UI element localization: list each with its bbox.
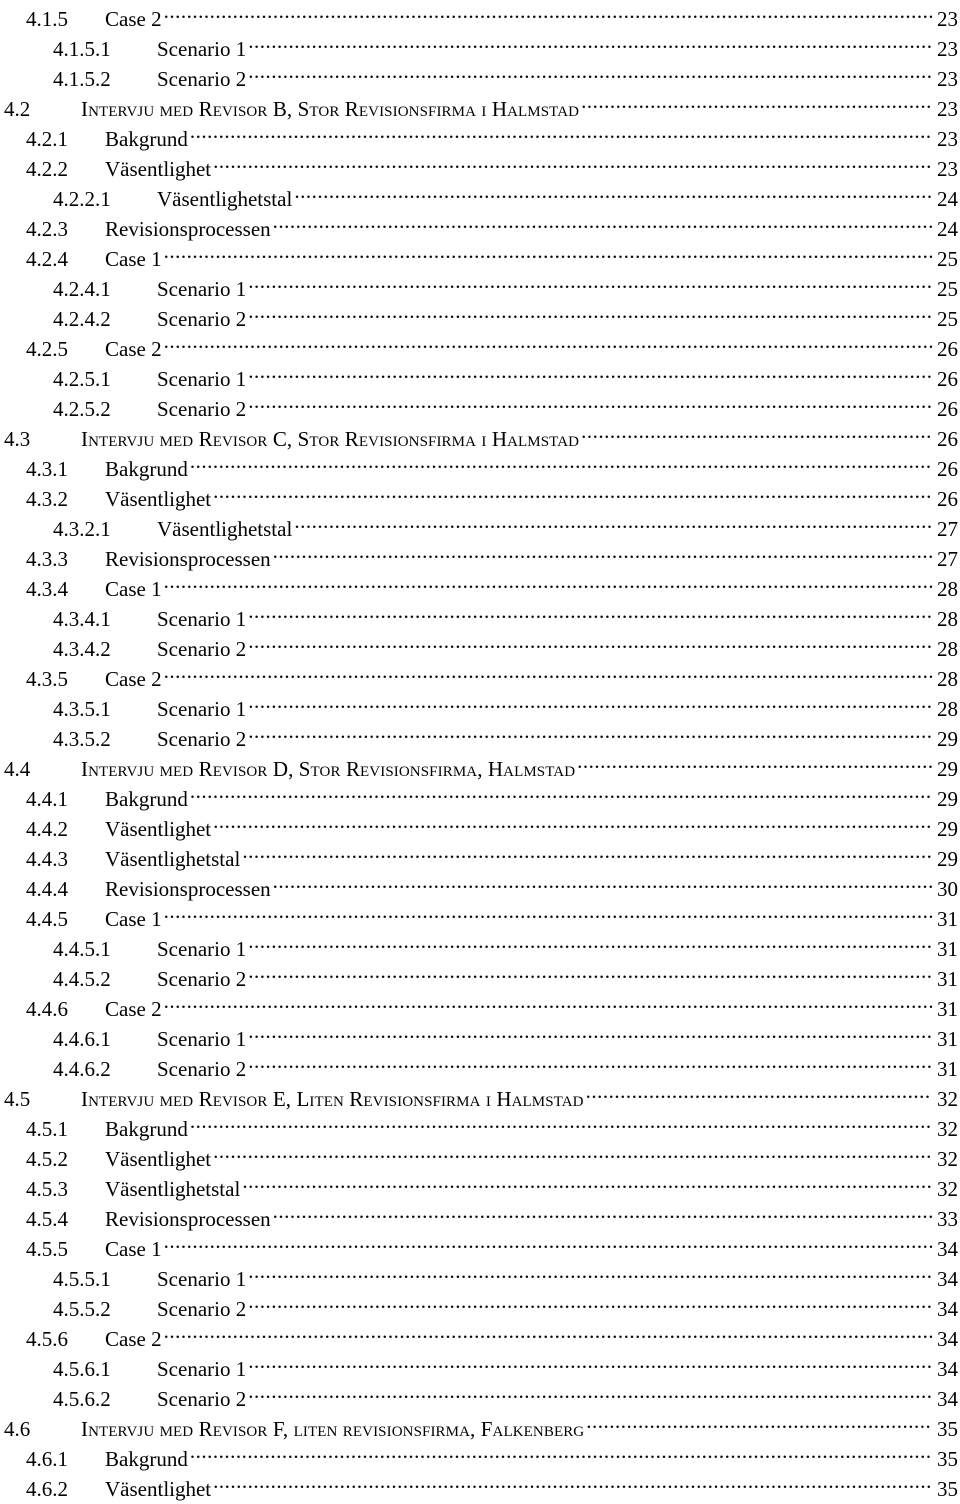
- toc-entry-title: Bakgrund: [105, 787, 188, 811]
- toc-entry-title: Case 2: [105, 1327, 162, 1351]
- toc-entry-number: 4.4.4: [26, 877, 68, 901]
- toc-entry-title: Väsentlighet: [105, 157, 212, 181]
- toc-entry-number: 4.3.2.1: [53, 517, 111, 541]
- toc-entry-title: Revisionsprocessen: [105, 877, 271, 901]
- toc-entry-page-number: 31: [937, 907, 958, 931]
- toc-entry-title: Bakgrund: [105, 457, 188, 481]
- toc-entry-number: 4.4.3: [26, 847, 68, 871]
- toc-entry-title: Intervju med Revisor C, Stor Revisionsfirma i Halmstad: [81, 427, 580, 451]
- toc-entry-title: Case 2: [105, 7, 162, 31]
- toc-entry-title: Case 1: [105, 247, 162, 271]
- toc-entry-number: 4.2.5.1: [53, 367, 111, 391]
- toc-entry-number: 4.3.4.1: [53, 607, 111, 631]
- toc-entry-title: Revisionsprocessen: [105, 547, 271, 571]
- dot-leader: [248, 56, 932, 86]
- toc-entry-number: 4.6.2: [26, 1477, 68, 1501]
- toc-entry-title: Scenario 2: [157, 1387, 247, 1411]
- toc-entry-page-number: 31: [937, 937, 958, 961]
- toc-entry-page-number: 34: [937, 1267, 958, 1291]
- dot-leader: [213, 146, 932, 176]
- toc-entry-number: 4.5.5.1: [53, 1267, 111, 1291]
- toc-entry-number: 4.2.4.1: [53, 277, 111, 301]
- toc-entry-number: 4.3.5: [26, 667, 68, 691]
- dot-leader: [164, 326, 932, 356]
- toc-entry-number: 4.3.4.2: [53, 637, 111, 661]
- dot-leader: [190, 116, 932, 146]
- dot-leader: [164, 0, 932, 26]
- toc-entry-title: Väsentlighetstal: [157, 187, 293, 211]
- dot-leader: [213, 1466, 932, 1496]
- toc-entry-number: 4.5.5.2: [53, 1297, 111, 1321]
- dot-leader: [164, 236, 932, 266]
- toc-entry-page-number: 23: [937, 97, 958, 121]
- toc-entry-page-number: 24: [937, 187, 958, 211]
- toc-entry-title: Bakgrund: [105, 127, 188, 151]
- toc-entry-page-number: 34: [937, 1327, 958, 1351]
- toc-entry-title: Scenario 2: [157, 1297, 247, 1321]
- toc-entry-title: Scenario 1: [157, 367, 247, 391]
- toc-entry-number: 4.1.5.2: [53, 67, 111, 91]
- toc-entry-number: 4.2.1: [26, 127, 68, 151]
- toc-entry-page-number: 32: [937, 1117, 958, 1141]
- dot-leader: [248, 686, 932, 716]
- dot-leader: [213, 806, 932, 836]
- toc-entry-title: Scenario 2: [157, 967, 247, 991]
- toc-entry-title: Scenario 2: [157, 307, 247, 331]
- toc-entry-number: 4.3.5.2: [53, 727, 111, 751]
- toc-entry-title: Bakgrund: [105, 1447, 188, 1471]
- dot-leader: [248, 266, 932, 296]
- toc-entry-number: 4.5.3: [26, 1177, 68, 1201]
- toc-entry-number: 4.2.2.1: [53, 187, 111, 211]
- toc-entry-page-number: 25: [937, 277, 958, 301]
- toc-entry[interactable]: [0, 0, 960, 31]
- toc-entry-number: 4.4.6.1: [53, 1027, 111, 1051]
- toc-entry-number: 4.4.2: [26, 817, 68, 841]
- toc-entry-title: Scenario 1: [157, 697, 247, 721]
- toc-entry-page-number: 29: [937, 787, 958, 811]
- toc-entry-page-number: 28: [937, 607, 958, 631]
- toc-entry-title: Scenario 2: [157, 397, 247, 421]
- toc-entry-title: Bakgrund: [105, 1117, 188, 1141]
- toc-entry-page-number: 32: [937, 1087, 958, 1111]
- toc-entry-number: 4.1.5.1: [53, 37, 111, 61]
- toc-entry-title: Scenario 2: [157, 1057, 247, 1081]
- toc-entry-page-number: 29: [937, 817, 958, 841]
- toc-entry-number: 4.5.1: [26, 1117, 68, 1141]
- toc-entry-title: Scenario 2: [157, 637, 247, 661]
- toc-entry-number: 4.4.6.2: [53, 1057, 111, 1081]
- dot-leader: [248, 1346, 932, 1376]
- toc-entry-title: Scenario 2: [157, 727, 247, 751]
- toc-entry-number: 4.3.4: [26, 577, 68, 601]
- toc-entry-title: Väsentlighetstal: [105, 1177, 241, 1201]
- toc-entry-title: Scenario 2: [157, 67, 247, 91]
- toc-entry-number: 4.6: [4, 1417, 31, 1441]
- toc-entry-number: 4.2.5: [26, 337, 68, 361]
- toc-entry-page-number: 32: [937, 1177, 958, 1201]
- toc-entry-title: Väsentlighetstal: [157, 517, 293, 541]
- dot-leader: [248, 356, 932, 386]
- toc-entry-page-number: 29: [937, 757, 958, 781]
- dot-leader: [248, 716, 932, 746]
- toc-entry-title: Case 2: [105, 997, 162, 1021]
- toc-entry-number: 4.1.5: [26, 7, 68, 31]
- toc-entry-number: 4.4.5.2: [53, 967, 111, 991]
- toc-entry-number: 4.3.1: [26, 457, 68, 481]
- dot-leader: [586, 1076, 932, 1106]
- toc-entry-page-number: 29: [937, 727, 958, 751]
- toc-entry-page-number: 35: [937, 1477, 958, 1501]
- toc-entry-page-number: 31: [937, 1027, 958, 1051]
- toc-entry-page-number: 23: [937, 157, 958, 181]
- toc-entry-number: 4.5.6.1: [53, 1357, 111, 1381]
- dot-leader: [294, 506, 932, 536]
- toc-entry-title: Intervju med Revisor E, Liten Revisionsfirma i Halmstad: [81, 1087, 584, 1111]
- dot-leader: [248, 1376, 932, 1406]
- toc-entry-number: 4.3.3: [26, 547, 68, 571]
- dot-leader: [248, 956, 932, 986]
- dot-leader: [164, 566, 932, 596]
- toc-entry-title: Scenario 1: [157, 1267, 247, 1291]
- toc-entry-page-number: 35: [937, 1447, 958, 1471]
- dot-leader: [190, 776, 932, 806]
- dot-leader: [164, 1226, 932, 1256]
- dot-leader: [294, 176, 932, 206]
- toc-entry-title: Case 2: [105, 337, 162, 361]
- dot-leader: [586, 1406, 932, 1436]
- toc-entry-page-number: 34: [937, 1237, 958, 1261]
- toc-entry-page-number: 29: [937, 847, 958, 871]
- dot-leader: [248, 296, 932, 326]
- toc-entry-page-number: 34: [937, 1387, 958, 1411]
- dot-leader: [164, 986, 932, 1016]
- toc-entry-number: 4.5.2: [26, 1147, 68, 1171]
- toc-entry-number: 4.5.6.2: [53, 1387, 111, 1411]
- dot-leader: [164, 896, 932, 926]
- toc-entry-page-number: 27: [937, 517, 958, 541]
- toc-entry-page-number: 31: [937, 997, 958, 1021]
- toc-entry-title: Revisionsprocessen: [105, 1207, 271, 1231]
- dot-leader: [248, 1256, 932, 1286]
- dot-leader: [248, 26, 932, 56]
- toc-entry-page-number: 28: [937, 697, 958, 721]
- toc-entry-page-number: 30: [937, 877, 958, 901]
- dot-leader: [248, 596, 932, 626]
- toc-entry-page-number: 26: [937, 397, 958, 421]
- toc-entry-title: Väsentlighet: [105, 1477, 212, 1501]
- toc-entry-page-number: 34: [937, 1357, 958, 1381]
- toc-entry-page-number: 25: [937, 307, 958, 331]
- toc-entry-number: 4.2: [4, 97, 31, 121]
- toc-entry-number: 4.4.5.1: [53, 937, 111, 961]
- toc-entry-title: Case 1: [105, 1237, 162, 1261]
- toc-entry-number: 4.3.2: [26, 487, 68, 511]
- toc-entry-page-number: 27: [937, 547, 958, 571]
- toc-entry-page-number: 24: [937, 217, 958, 241]
- dot-leader: [581, 416, 932, 446]
- toc-entry-page-number: 25: [937, 247, 958, 271]
- toc-entry-number: 4.5.4: [26, 1207, 68, 1231]
- toc-entry-number: 4.5: [4, 1087, 31, 1111]
- toc-entry-page-number: 35: [937, 1417, 958, 1441]
- toc-entry-title: Case 1: [105, 577, 162, 601]
- toc-entry-title: Intervju med Revisor D, Stor Revisionsfirma, Halmstad: [81, 757, 576, 781]
- toc-entry-number: 4.2.4.2: [53, 307, 111, 331]
- toc-entry-page-number: 23: [937, 7, 958, 31]
- toc-entry-number: 4.4.6: [26, 997, 68, 1021]
- toc-entry-number: 4.2.5.2: [53, 397, 111, 421]
- toc-entry-title: Scenario 1: [157, 1027, 247, 1051]
- toc-entry-title: Väsentlighetstal: [105, 847, 241, 871]
- dot-leader: [577, 746, 932, 776]
- toc-entry-page-number: 32: [937, 1147, 958, 1171]
- toc-entry-number: 4.5.6: [26, 1327, 68, 1351]
- toc-entry-title: Scenario 1: [157, 277, 247, 301]
- toc-entry-number: 4.2.4: [26, 247, 68, 271]
- dot-leader: [190, 1436, 932, 1466]
- dot-leader: [248, 1016, 932, 1046]
- dot-leader: [190, 446, 932, 476]
- toc-entry-page-number: 23: [937, 67, 958, 91]
- dot-leader: [164, 1316, 932, 1346]
- toc-entry-page-number: 33: [937, 1207, 958, 1231]
- toc-entry-page-number: 26: [937, 337, 958, 361]
- toc-entry-page-number: 34: [937, 1297, 958, 1321]
- toc-entry-number: 4.3.5.1: [53, 697, 111, 721]
- toc-entry-title: Intervju med Revisor B, Stor Revisionsfirma i Halmstad: [81, 97, 580, 121]
- dot-leader: [248, 626, 932, 656]
- toc-entry-title: Case 2: [105, 667, 162, 691]
- dot-leader: [164, 656, 932, 686]
- toc-entry-page-number: 26: [937, 487, 958, 511]
- toc-entry-title: Scenario 1: [157, 37, 247, 61]
- toc-entry-number: 4.4.5: [26, 907, 68, 931]
- dot-leader: [190, 1106, 932, 1136]
- toc-entry-title: Intervju med Revisor F, liten revisionsfirma, Falkenberg: [81, 1417, 585, 1441]
- dot-leader: [248, 1286, 932, 1316]
- toc-entry-number: 4.2.2: [26, 157, 68, 181]
- dot-leader: [581, 86, 932, 116]
- toc-entry-number: 4.2.3: [26, 217, 68, 241]
- toc-entry-number: 4.3: [4, 427, 31, 451]
- toc-entry-title: Väsentlighet: [105, 487, 212, 511]
- toc-entry-title: Case 1: [105, 907, 162, 931]
- toc-entry-number: 4.4.1: [26, 787, 68, 811]
- dot-leader: [248, 1046, 932, 1076]
- toc-entry-page-number: 26: [937, 457, 958, 481]
- toc-entry-page-number: 28: [937, 577, 958, 601]
- toc-entry-number: 4.6.1: [26, 1447, 68, 1471]
- toc-entry-title: Väsentlighet: [105, 1147, 212, 1171]
- dot-leader: [248, 386, 932, 416]
- toc-entry-page-number: 26: [937, 427, 958, 451]
- toc-entry-title: Scenario 1: [157, 937, 247, 961]
- toc-entry-page-number: 23: [937, 127, 958, 151]
- dot-leader: [273, 866, 932, 896]
- toc-entry-number: 4.4: [4, 757, 31, 781]
- dot-leader: [248, 926, 932, 956]
- toc-entry-page-number: 23: [937, 37, 958, 61]
- toc-entry-title: Scenario 1: [157, 1357, 247, 1381]
- dot-leader: [242, 836, 932, 866]
- toc-entry-title: Väsentlighet: [105, 817, 212, 841]
- dot-leader: [273, 536, 932, 566]
- dot-leader: [213, 476, 932, 506]
- toc-entry-title: Scenario 1: [157, 607, 247, 631]
- toc-entry-number: 4.5.5: [26, 1237, 68, 1261]
- toc-entry-page-number: 26: [937, 367, 958, 391]
- dot-leader: [273, 1196, 932, 1226]
- toc-entry-title: Revisionsprocessen: [105, 217, 271, 241]
- toc-entry-page-number: 28: [937, 637, 958, 661]
- toc-entry-page-number: 28: [937, 667, 958, 691]
- dot-leader: [213, 1136, 932, 1166]
- dot-leader: [273, 206, 932, 236]
- toc-entry-page-number: 31: [937, 1057, 958, 1081]
- dot-leader: [242, 1166, 932, 1196]
- toc-entry-page-number: 31: [937, 967, 958, 991]
